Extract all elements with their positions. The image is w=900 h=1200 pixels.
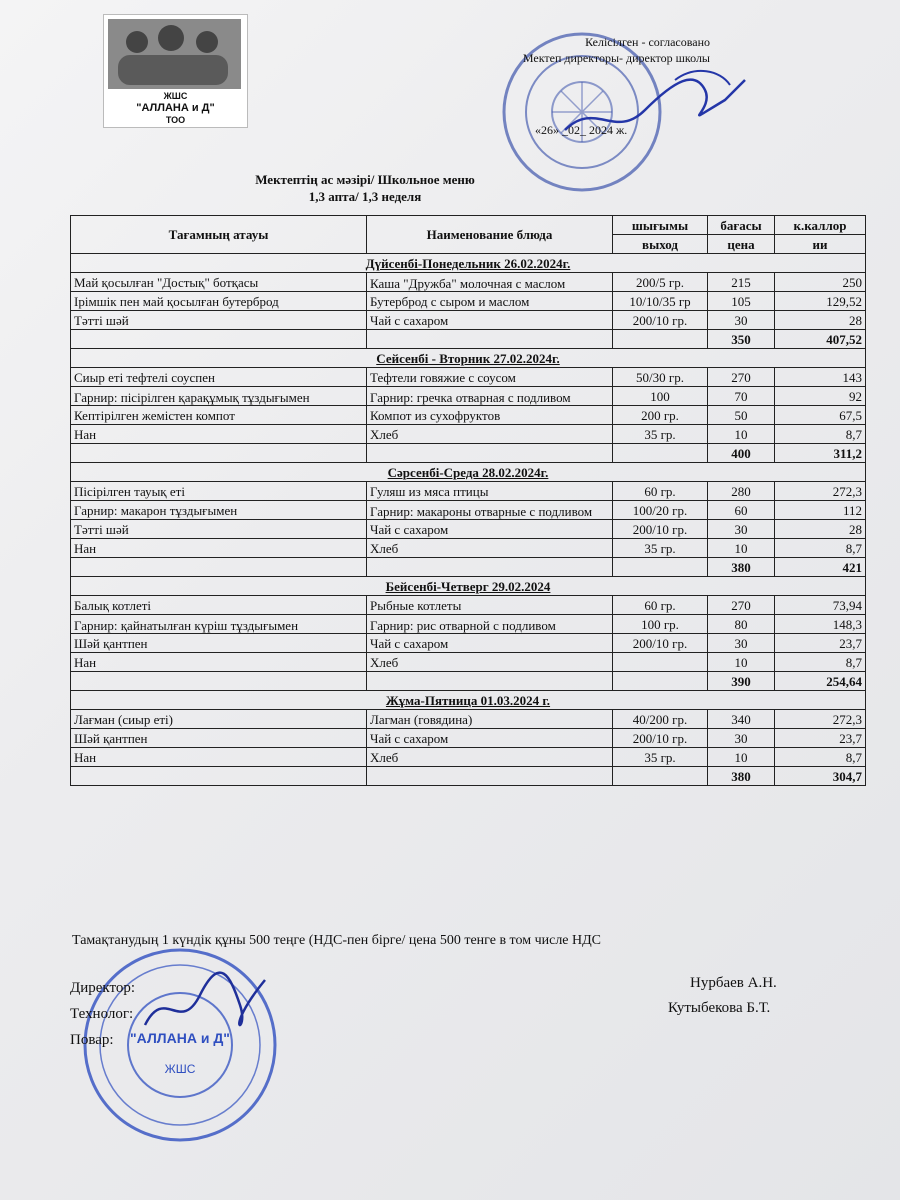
dish-price: 270 bbox=[708, 368, 775, 387]
footer-signature bbox=[140, 965, 270, 1045]
menu-row bbox=[71, 406, 866, 425]
approval-line-1: Келісілген - согласовано bbox=[585, 35, 710, 49]
cook-label: Повар: bbox=[70, 1032, 114, 1048]
header-yield-ru: выход bbox=[613, 235, 708, 254]
total-empty bbox=[613, 672, 708, 691]
director-label: Директор: bbox=[70, 980, 136, 996]
menu-row bbox=[71, 501, 866, 520]
dish-name-ru: Компот из сухофруктов bbox=[367, 406, 613, 425]
menu-row bbox=[71, 292, 866, 311]
dish-price: 30 bbox=[708, 729, 775, 748]
company-seal-text: "АЛЛАНА и Д" bbox=[130, 1030, 230, 1046]
header-cal-2: ии bbox=[775, 235, 866, 254]
dish-calories: 28 bbox=[775, 520, 866, 539]
header-price-kz: бағасы bbox=[708, 216, 775, 235]
day-total-calories: 421 bbox=[775, 558, 866, 577]
dish-name-kz: Ірімшік пен май қосылған бутерброд bbox=[71, 292, 367, 311]
dish-name-kz: Тәтті шәй bbox=[71, 311, 367, 330]
dish-name-ru: Чай с сахаром bbox=[367, 520, 613, 539]
dish-name-kz: Балық котлеті bbox=[71, 596, 367, 615]
dish-name-ru: Хлеб bbox=[367, 425, 613, 444]
dish-price: 30 bbox=[708, 520, 775, 539]
dish-price: 30 bbox=[708, 311, 775, 330]
menu-title-line-2: 1,3 апта/ 1,3 неделя bbox=[308, 189, 422, 204]
dish-price: 215 bbox=[708, 273, 775, 292]
dish-name-kz: Нан bbox=[71, 539, 367, 558]
menu-row bbox=[71, 653, 866, 672]
dish-name-kz: Нан bbox=[71, 425, 367, 444]
menu-row bbox=[71, 634, 866, 653]
dish-yield: 35 гр. bbox=[613, 539, 708, 558]
day-total-price: 400 bbox=[708, 444, 775, 463]
dish-yield: 200/10 гр. bbox=[613, 634, 708, 653]
day-total-calories: 254,64 bbox=[775, 672, 866, 691]
menu-row bbox=[71, 387, 866, 406]
total-empty bbox=[367, 558, 613, 577]
dish-yield bbox=[613, 653, 708, 672]
dish-calories: 8,7 bbox=[775, 425, 866, 444]
menu-row bbox=[71, 748, 866, 767]
dish-name-kz: Кептірілген жемістен компот bbox=[71, 406, 367, 425]
dish-name-ru: Чай с сахаром bbox=[367, 729, 613, 748]
day-total-row bbox=[71, 330, 866, 349]
menu-title bbox=[180, 171, 550, 205]
menu-row bbox=[71, 729, 866, 748]
day-title-row bbox=[71, 254, 866, 273]
dish-calories: 112 bbox=[775, 501, 866, 520]
dish-price: 50 bbox=[708, 406, 775, 425]
day-title-row bbox=[71, 349, 866, 368]
dish-calories: 8,7 bbox=[775, 653, 866, 672]
day-total-row bbox=[71, 767, 866, 786]
dish-name-kz: Шәй қантпен bbox=[71, 729, 367, 748]
dish-name-kz: Гарнир: қайнатылған күріш тұздығымен bbox=[71, 615, 367, 634]
total-empty bbox=[613, 444, 708, 463]
menu-row bbox=[71, 482, 866, 501]
dish-calories: 8,7 bbox=[775, 748, 866, 767]
menu-row bbox=[71, 520, 866, 539]
dish-name-kz: Нан bbox=[71, 653, 367, 672]
approval-line-2: Мектеп директоры- директор школы bbox=[522, 51, 710, 65]
dish-name-kz: Май қосылған "Достық" ботқасы bbox=[71, 273, 367, 292]
day-title: Сәрсенбі-Среда 28.02.2024г. bbox=[71, 463, 866, 482]
header-yield-kz: шығымы bbox=[613, 216, 708, 235]
day-title: Жұма-Пятница 01.03.2024 г. bbox=[71, 691, 866, 710]
total-empty bbox=[367, 444, 613, 463]
dish-name-ru: Рыбные котлеты bbox=[367, 596, 613, 615]
dish-yield: 100/20 гр. bbox=[613, 501, 708, 520]
dish-name-ru: Лагман (говядина) bbox=[367, 710, 613, 729]
day-total-calories: 407,52 bbox=[775, 330, 866, 349]
menu-table-body bbox=[71, 216, 866, 786]
dish-name-ru: Гуляш из мяса птицы bbox=[367, 482, 613, 501]
day-title-row bbox=[71, 463, 866, 482]
dish-yield: 10/10/35 гр bbox=[613, 292, 708, 311]
dish-name-ru: Гарнир: рис отварной с подливом bbox=[367, 615, 613, 634]
menu-row bbox=[71, 710, 866, 729]
total-empty bbox=[71, 767, 367, 786]
day-total-price: 380 bbox=[708, 767, 775, 786]
dish-price: 10 bbox=[708, 748, 775, 767]
dish-price: 60 bbox=[708, 501, 775, 520]
day-title: Бейсенбі-Четверг 29.02.2024 bbox=[71, 577, 866, 596]
logo-line-3: ТОО bbox=[165, 115, 186, 125]
day-total-row bbox=[71, 672, 866, 691]
dish-price: 80 bbox=[708, 615, 775, 634]
dish-name-ru: Каша "Дружба" молочная с маслом bbox=[367, 273, 613, 292]
company-logo bbox=[103, 14, 248, 128]
total-empty bbox=[613, 558, 708, 577]
dish-yield: 35 гр. bbox=[613, 425, 708, 444]
dish-name-ru: Бутерброд с сыром и маслом bbox=[367, 292, 613, 311]
header-price-ru: цена bbox=[708, 235, 775, 254]
menu-row bbox=[71, 311, 866, 330]
dish-calories: 148,3 bbox=[775, 615, 866, 634]
dish-yield: 200/10 гр. bbox=[613, 311, 708, 330]
dish-name-ru: Хлеб bbox=[367, 653, 613, 672]
dish-yield: 60 гр. bbox=[613, 482, 708, 501]
dish-name-kz: Тәтті шәй bbox=[71, 520, 367, 539]
day-total-price: 380 bbox=[708, 558, 775, 577]
dish-calories: 92 bbox=[775, 387, 866, 406]
total-empty bbox=[71, 672, 367, 691]
technologist-name: Кутыбекова Б.Т. bbox=[668, 1000, 771, 1016]
menu-row bbox=[71, 539, 866, 558]
total-empty bbox=[71, 558, 367, 577]
technologist-label: Технолог: bbox=[70, 1006, 134, 1022]
director-name: Нурбаев А.Н. bbox=[690, 975, 777, 991]
total-empty bbox=[71, 330, 367, 349]
dish-name-kz: Лағман (сиыр еті) bbox=[71, 710, 367, 729]
approval-date: «26» _02_ 2024 ж. bbox=[535, 123, 628, 137]
menu-row bbox=[71, 273, 866, 292]
dish-yield: 200/10 гр. bbox=[613, 729, 708, 748]
header-row-1 bbox=[71, 216, 866, 235]
logo-image bbox=[108, 19, 241, 89]
menu-row bbox=[71, 596, 866, 615]
dish-calories: 67,5 bbox=[775, 406, 866, 425]
day-title-row bbox=[71, 691, 866, 710]
menu-row bbox=[71, 425, 866, 444]
logo-line-1: ЖШС bbox=[163, 91, 188, 101]
dish-name-ru: Хлеб bbox=[367, 539, 613, 558]
dish-yield: 200/10 гр. bbox=[613, 520, 708, 539]
dish-name-kz: Пісірілген тауық еті bbox=[71, 482, 367, 501]
dish-yield: 40/200 гр. bbox=[613, 710, 708, 729]
day-title-row bbox=[71, 577, 866, 596]
dish-name-kz: Шәй қантпен bbox=[71, 634, 367, 653]
dish-yield: 60 гр. bbox=[613, 596, 708, 615]
dish-calories: 28 bbox=[775, 311, 866, 330]
menu-title-line-1: Мектептің ас мәзірі/ Школьное меню bbox=[255, 172, 475, 187]
cost-note: Тамақтанудың 1 күндік құны 500 теңге (НДС-пен бірге/ цена 500 тенге в том числе НДС bbox=[72, 933, 602, 948]
dish-price: 30 bbox=[708, 634, 775, 653]
dish-yield: 50/30 гр. bbox=[613, 368, 708, 387]
day-total-price: 350 bbox=[708, 330, 775, 349]
total-empty bbox=[367, 672, 613, 691]
dish-name-ru: Чай с сахаром bbox=[367, 311, 613, 330]
menu-table bbox=[70, 215, 866, 786]
dish-calories: 129,52 bbox=[775, 292, 866, 311]
dish-calories: 272,3 bbox=[775, 482, 866, 501]
dish-name-kz: Гарнир: пісірілген қарақұмық тұздығымен bbox=[71, 387, 367, 406]
day-title: Сейсенбі - Вторник 27.02.2024г. bbox=[71, 349, 866, 368]
dish-name-ru: Чай с сахаром bbox=[367, 634, 613, 653]
dish-yield: 200/5 гр. bbox=[613, 273, 708, 292]
header-ru-name: Наименование блюда bbox=[367, 216, 613, 254]
total-empty bbox=[367, 330, 613, 349]
day-total-calories: 304,7 bbox=[775, 767, 866, 786]
header-cal-1: к.каллор bbox=[775, 216, 866, 235]
dish-price: 280 bbox=[708, 482, 775, 501]
director-signature bbox=[555, 60, 755, 150]
dish-yield: 100 bbox=[613, 387, 708, 406]
dish-name-kz: Гарнир: макарон тұздығымен bbox=[71, 501, 367, 520]
dish-yield: 100 гр. bbox=[613, 615, 708, 634]
dish-name-ru: Хлеб bbox=[367, 748, 613, 767]
dish-name-kz: Нан bbox=[71, 748, 367, 767]
dish-calories: 73,94 bbox=[775, 596, 866, 615]
day-total-price: 390 bbox=[708, 672, 775, 691]
dish-name-kz: Сиыр еті тефтелі соуспен bbox=[71, 368, 367, 387]
dish-price: 10 bbox=[708, 539, 775, 558]
logo-line-2: "АЛЛАНА и Д" bbox=[136, 102, 215, 114]
dish-price: 105 bbox=[708, 292, 775, 311]
menu-row bbox=[71, 368, 866, 387]
dish-calories: 23,7 bbox=[775, 729, 866, 748]
total-empty bbox=[367, 767, 613, 786]
total-empty bbox=[613, 767, 708, 786]
dish-calories: 143 bbox=[775, 368, 866, 387]
dish-calories: 23,7 bbox=[775, 634, 866, 653]
dish-calories: 272,3 bbox=[775, 710, 866, 729]
dish-yield: 35 гр. bbox=[613, 748, 708, 767]
total-empty bbox=[71, 444, 367, 463]
dish-calories: 250 bbox=[775, 273, 866, 292]
dish-price: 10 bbox=[708, 653, 775, 672]
dish-price: 70 bbox=[708, 387, 775, 406]
dish-price: 340 bbox=[708, 710, 775, 729]
header-kz-name: Тағамның атауы bbox=[71, 216, 367, 254]
day-total-row bbox=[71, 558, 866, 577]
dish-name-ru: Тефтели говяжие с соусом bbox=[367, 368, 613, 387]
dish-price: 270 bbox=[708, 596, 775, 615]
day-title: Дүйсенбі-Понедельник 26.02.2024г. bbox=[71, 254, 866, 273]
company-seal-subtext: ЖШС bbox=[164, 1062, 196, 1076]
menu-row bbox=[71, 615, 866, 634]
total-empty bbox=[613, 330, 708, 349]
day-total-row bbox=[71, 444, 866, 463]
dish-yield: 200 гр. bbox=[613, 406, 708, 425]
dish-price: 10 bbox=[708, 425, 775, 444]
day-total-calories: 311,2 bbox=[775, 444, 866, 463]
dish-calories: 8,7 bbox=[775, 539, 866, 558]
dish-name-ru: Гарнир: гречка отварная с подливом bbox=[367, 387, 613, 406]
dish-name-ru: Гарнир: макароны отварные с подливом bbox=[367, 501, 613, 520]
